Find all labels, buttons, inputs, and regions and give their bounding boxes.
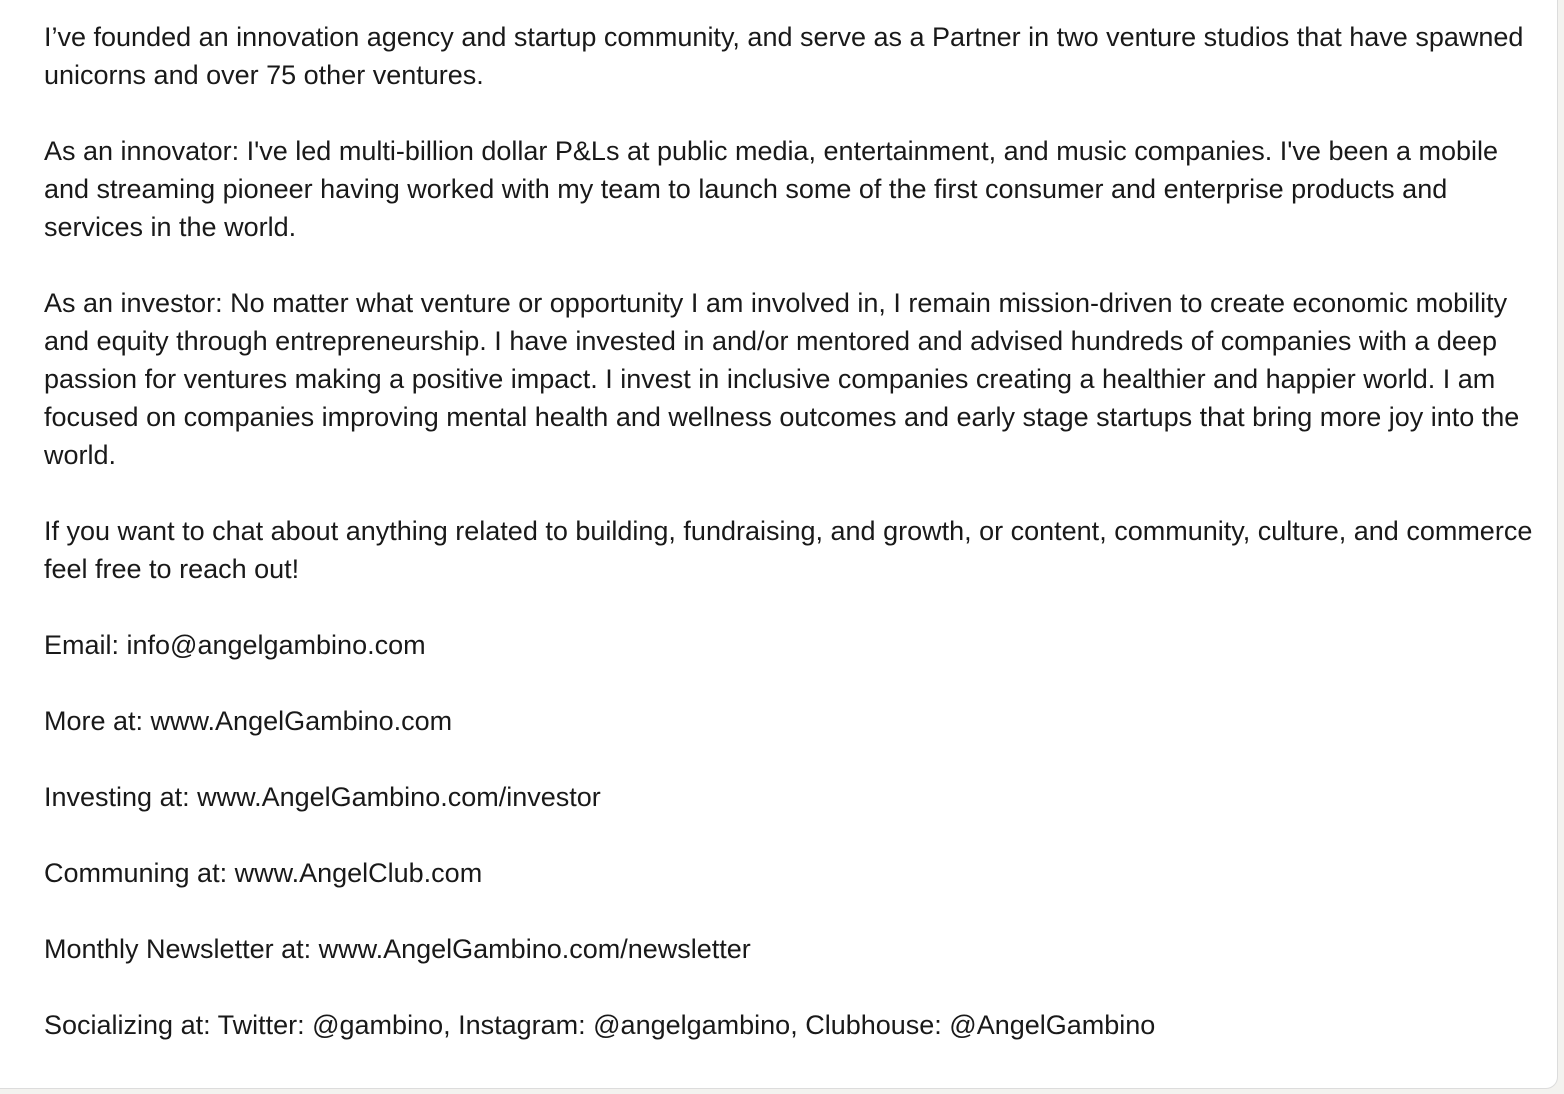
email-line: Email: info@angelgambino.com <box>44 630 426 660</box>
about-paragraph-investor: As an investor: No matter what venture or opportunity I am involved in, I remain mission-driven to create economic mobility and equity through entrepreneurship. I have invested in and/or mentored and advised hundreds of companies with a deep passion for ventures making a positive impact. I invest in inclusive companies creating a healthier and happier world. I am focused on companies improving mental health and wellness outcomes and early stage startups that bring more joy into the world. <box>44 288 1520 470</box>
about-paragraph-innovator: As an innovator: I've led multi-billion dollar P&Ls at public media, entertainment, and music companies. I've been a mobile and streaming pioneer having worked with my team to launch some of the first consumer and enterprise products and services in the world. <box>44 136 1499 242</box>
website-line: More at: www.AngelGambino.com <box>44 706 453 736</box>
about-paragraph-intro: I’ve founded an innovation agency and startup community, and serve as a Partner in two venture studios that have spawned unicorns and over 75 other ventures. <box>44 22 1524 90</box>
about-text <box>44 18 1534 1044</box>
newsletter-line: Monthly Newsletter at: www.AngelGambino.com/newsletter <box>44 934 751 964</box>
investing-line: Investing at: www.AngelGambino.com/investor <box>44 782 601 812</box>
communing-line: Communing at: www.AngelClub.com <box>44 858 483 888</box>
socializing-line: Socializing at: Twitter: @gambino, Instagram: @angelgambino, Clubhouse: @AngelGambino <box>44 1010 1156 1040</box>
about-paragraph-chat: If you want to chat about anything related to building, fundraising, and growth, or content, community, culture, and commerce feel free to reach out! <box>44 516 1533 584</box>
